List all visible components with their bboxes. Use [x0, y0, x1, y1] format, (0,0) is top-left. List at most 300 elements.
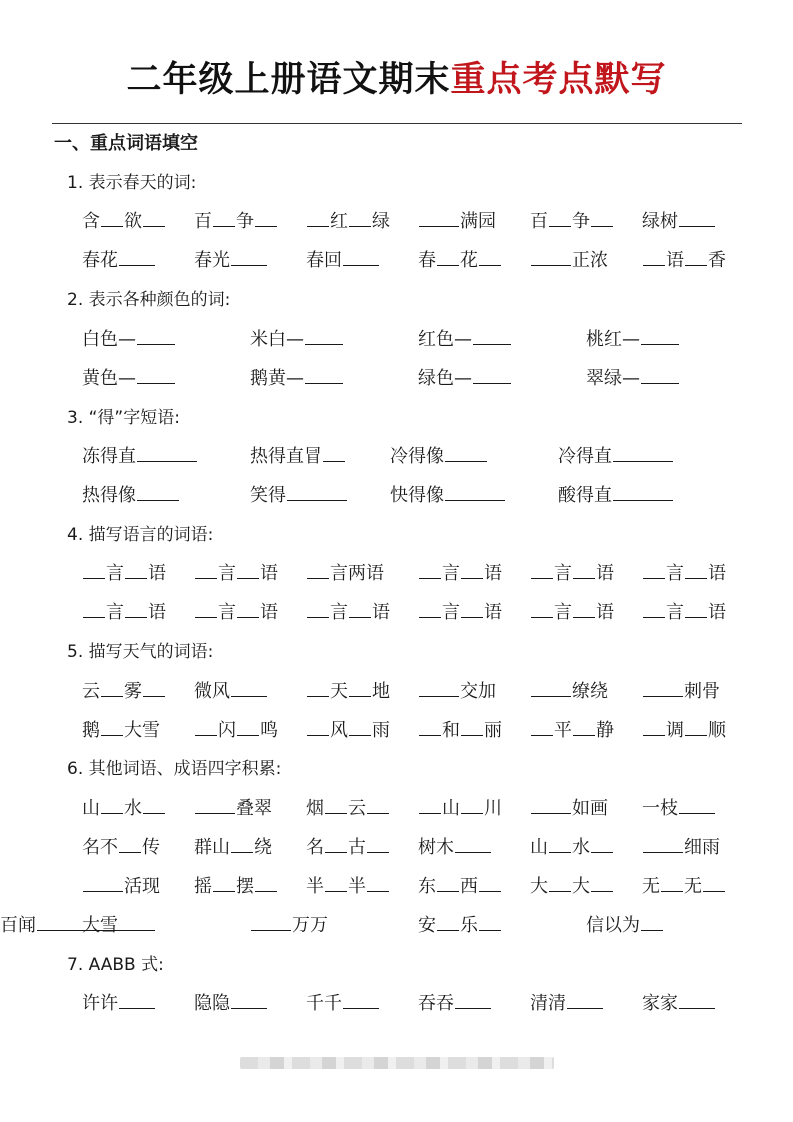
fill-in-blank[interactable] — [307, 678, 329, 697]
fill-in-blank[interactable] — [325, 795, 347, 814]
question-label: 6. 其他词语、成语四字积累: — [67, 759, 282, 779]
fill-in-blank[interactable] — [643, 834, 683, 853]
fill-in-blank[interactable] — [567, 990, 603, 1009]
item-text: 冷得像 — [390, 446, 444, 467]
fill-in-blank[interactable] — [251, 912, 291, 931]
exercise-item — [418, 560, 502, 588]
fill-in-blank[interactable] — [349, 717, 371, 736]
item-text: 热得直冒 — [250, 446, 322, 467]
exercise-item — [530, 990, 604, 1018]
fill-in-blank[interactable] — [255, 873, 277, 892]
fill-in-blank[interactable] — [549, 873, 571, 892]
fill-in-blank[interactable] — [531, 247, 571, 266]
item-text: 花 — [460, 250, 478, 271]
exercise-row — [0, 678, 793, 706]
exercise-item — [418, 912, 502, 940]
exercise-item — [82, 990, 156, 1018]
fill-in-blank[interactable] — [37, 912, 123, 931]
item-text: 半 — [306, 876, 324, 897]
item-text: 语 — [708, 563, 726, 584]
fill-in-blank[interactable] — [125, 599, 147, 618]
exercise-item — [530, 717, 614, 745]
item-text: 天 — [330, 681, 348, 702]
exercise-item — [586, 326, 680, 354]
exercise-item — [306, 560, 384, 588]
fill-in-blank[interactable] — [591, 208, 613, 227]
exercise-item — [530, 560, 614, 588]
item-text: 争 — [236, 211, 254, 232]
exercise-item — [82, 560, 166, 588]
fill-in-blank[interactable] — [703, 873, 725, 892]
item-text: 语 — [260, 563, 278, 584]
exercise-row — [0, 560, 793, 588]
exercise-item — [82, 247, 156, 275]
fill-in-blank[interactable] — [479, 873, 501, 892]
item-text: 鸣 — [260, 720, 278, 741]
fill-in-blank[interactable] — [307, 717, 329, 736]
fill-in-blank[interactable] — [325, 834, 347, 853]
fill-in-blank[interactable] — [641, 326, 679, 345]
exercise-item — [418, 365, 512, 393]
item-text: 绿树 — [642, 211, 678, 232]
exercise-item — [250, 365, 344, 393]
item-text: 乐 — [460, 915, 478, 936]
item-text: 古 — [348, 837, 366, 858]
fill-in-blank[interactable] — [231, 990, 267, 1009]
fill-in-blank[interactable] — [367, 873, 389, 892]
item-text: 大 — [572, 876, 590, 897]
fill-in-blank[interactable] — [307, 208, 329, 227]
fill-in-blank[interactable] — [83, 560, 105, 579]
item-text: 信以为 — [586, 915, 640, 936]
exercise-item — [82, 208, 166, 236]
exercise-row — [0, 365, 793, 393]
item-text: 树木 — [418, 837, 454, 858]
fill-in-blank[interactable] — [119, 247, 155, 266]
fill-in-blank[interactable] — [573, 717, 595, 736]
fill-in-blank[interactable] — [461, 560, 483, 579]
item-text: 言 — [666, 563, 684, 584]
exercise-item — [418, 795, 502, 823]
fill-in-blank[interactable] — [367, 834, 389, 853]
item-text: 百 — [530, 211, 548, 232]
fill-in-blank[interactable] — [419, 599, 441, 618]
item-text: 言 — [442, 602, 460, 623]
item-text: 鹅 — [82, 720, 100, 741]
exercise-item — [82, 365, 176, 393]
exercise-item — [642, 560, 726, 588]
fill-in-blank[interactable] — [461, 795, 483, 814]
item-text: 水 — [572, 837, 590, 858]
exercise-item — [530, 208, 614, 236]
fill-in-blank[interactable] — [231, 834, 253, 853]
item-text: 名不 — [82, 837, 118, 858]
fill-in-blank[interactable] — [455, 834, 491, 853]
fill-in-blank[interactable] — [643, 678, 683, 697]
exercise-item — [530, 795, 608, 823]
exercise-item — [306, 795, 390, 823]
fill-in-blank[interactable] — [479, 912, 501, 931]
item-text: 刺骨 — [684, 681, 720, 702]
item-text: 摆 — [236, 876, 254, 897]
item-text: 家家 — [642, 993, 678, 1014]
footer-watermark — [240, 1057, 554, 1069]
exercise-item — [306, 678, 390, 706]
fill-in-blank[interactable] — [349, 599, 371, 618]
item-text: 热得像 — [82, 485, 136, 506]
exercise-item — [418, 208, 496, 236]
exercise-item — [194, 599, 278, 627]
fill-in-blank[interactable] — [643, 560, 665, 579]
exercise-item — [82, 482, 180, 510]
exercise-item — [306, 599, 390, 627]
item-text: 安 — [418, 915, 436, 936]
fill-in-blank[interactable] — [305, 326, 343, 345]
exercise-row — [0, 717, 793, 745]
fill-in-blank[interactable] — [479, 247, 501, 266]
item-text: 语 — [148, 563, 166, 584]
exercise-row — [0, 482, 793, 510]
fill-in-blank[interactable] — [325, 873, 347, 892]
exercise-item — [250, 482, 348, 510]
item-text: 平 — [554, 720, 572, 741]
exercise-item — [418, 678, 496, 706]
exercise-item — [82, 326, 176, 354]
fill-in-blank[interactable] — [685, 599, 707, 618]
item-text: 快得像 — [390, 485, 444, 506]
item-text: 叠翠 — [236, 798, 272, 819]
fill-in-blank[interactable] — [119, 912, 155, 931]
fill-in-blank[interactable] — [613, 443, 673, 462]
fill-in-blank[interactable] — [573, 599, 595, 618]
exercise-item — [82, 795, 166, 823]
exercise-item — [418, 326, 512, 354]
exercise-row — [0, 795, 793, 823]
exercise-item — [306, 873, 390, 901]
exercise-item — [82, 599, 166, 627]
fill-in-blank[interactable] — [101, 795, 123, 814]
exercise-item — [194, 795, 272, 823]
fill-in-blank[interactable] — [473, 326, 511, 345]
exercise-row — [0, 912, 793, 940]
item-text: 大雪 — [124, 720, 160, 741]
item-text: 言 — [218, 602, 236, 623]
item-text: 语 — [260, 602, 278, 623]
item-text: 大雪 — [82, 915, 118, 936]
exercise-item — [194, 208, 278, 236]
item-text: 隐隐 — [194, 993, 230, 1014]
fill-in-blank[interactable] — [531, 599, 553, 618]
fill-in-blank[interactable] — [419, 208, 459, 227]
fill-in-blank[interactable] — [349, 208, 371, 227]
item-text: 半 — [348, 876, 366, 897]
fill-in-blank[interactable] — [101, 208, 123, 227]
item-text: 东 — [418, 876, 436, 897]
fill-in-blank[interactable] — [531, 560, 553, 579]
fill-in-blank[interactable] — [591, 873, 613, 892]
exercise-item — [642, 599, 726, 627]
fill-in-blank[interactable] — [573, 560, 595, 579]
question-label: 7. AABB 式: — [67, 955, 164, 975]
item-text: 翠绿— — [586, 368, 640, 389]
exercise-item — [82, 443, 198, 471]
item-text: 绿 — [372, 211, 390, 232]
fill-in-blank[interactable] — [531, 795, 571, 814]
item-text: 山 — [530, 837, 548, 858]
fill-in-blank[interactable] — [641, 365, 679, 384]
exercise-item — [418, 599, 502, 627]
exercise-item — [586, 365, 680, 393]
item-text: 川 — [484, 798, 502, 819]
item-text: 冷得直 — [558, 446, 612, 467]
fill-in-blank[interactable] — [119, 834, 141, 853]
item-text: 如画 — [572, 798, 608, 819]
fill-in-blank[interactable] — [437, 247, 459, 266]
item-text: 万万 — [292, 915, 328, 936]
item-text: 白色— — [82, 329, 136, 350]
fill-in-blank[interactable] — [643, 247, 665, 266]
item-text: 一枝 — [642, 798, 678, 819]
fill-in-blank[interactable] — [549, 208, 571, 227]
fill-in-blank[interactable] — [531, 678, 571, 697]
fill-in-blank[interactable] — [685, 560, 707, 579]
fill-in-blank[interactable] — [367, 795, 389, 814]
fill-in-blank[interactable] — [195, 599, 217, 618]
fill-in-blank[interactable] — [613, 482, 673, 501]
item-text: 争 — [572, 211, 590, 232]
fill-in-blank[interactable] — [137, 443, 197, 462]
fill-in-blank[interactable] — [461, 717, 483, 736]
item-text: 满园 — [460, 211, 496, 232]
item-text: 雨 — [372, 720, 390, 741]
fill-in-blank[interactable] — [237, 599, 259, 618]
fill-in-blank[interactable] — [83, 873, 123, 892]
item-text: 水 — [124, 798, 142, 819]
fill-in-blank[interactable] — [445, 443, 487, 462]
fill-in-blank[interactable] — [231, 247, 267, 266]
fill-in-blank[interactable] — [419, 795, 441, 814]
fill-in-blank[interactable] — [143, 208, 165, 227]
item-text: 鹅黄— — [250, 368, 304, 389]
item-text: 绿色— — [418, 368, 472, 389]
exercise-item — [642, 717, 726, 745]
exercise-item — [530, 599, 614, 627]
item-text: 言 — [666, 602, 684, 623]
fill-in-blank[interactable] — [679, 795, 715, 814]
exercise-item — [194, 247, 268, 275]
fill-in-blank[interactable] — [437, 873, 459, 892]
item-text: 大 — [530, 876, 548, 897]
fill-in-blank[interactable] — [643, 599, 665, 618]
exercise-item — [642, 990, 716, 1018]
fill-in-blank[interactable] — [231, 678, 267, 697]
exercise-item — [194, 678, 268, 706]
item-text: 许许 — [82, 993, 118, 1014]
exercise-item — [642, 247, 726, 275]
item-text: 无 — [684, 876, 702, 897]
item-text: 语 — [148, 602, 166, 623]
exercise-item — [418, 247, 502, 275]
fill-in-blank[interactable] — [685, 247, 707, 266]
item-text: 百闻 — [0, 915, 36, 936]
item-text: 传 — [142, 837, 160, 858]
item-text: 言 — [442, 563, 460, 584]
fill-in-blank[interactable] — [195, 560, 217, 579]
page-title-main: 二年级上册语文期末 — [126, 60, 451, 100]
exercise-item — [194, 873, 278, 901]
exercise-item — [586, 912, 664, 940]
fill-in-blank[interactable] — [125, 560, 147, 579]
item-text: 言 — [330, 602, 348, 623]
fill-in-blank[interactable] — [473, 365, 511, 384]
exercise-item — [642, 795, 716, 823]
item-text: 言 — [106, 563, 124, 584]
item-text: 摇 — [194, 876, 212, 897]
fill-in-blank[interactable] — [349, 678, 371, 697]
fill-in-blank[interactable] — [643, 717, 665, 736]
fill-in-blank[interactable] — [343, 247, 379, 266]
item-text: 香 — [708, 250, 726, 271]
fill-in-blank[interactable] — [143, 795, 165, 814]
item-text: 欲 — [124, 211, 142, 232]
item-text: 言 — [106, 602, 124, 623]
fill-in-blank[interactable] — [685, 717, 707, 736]
question-label: 1. 表示春天的词: — [67, 173, 197, 193]
item-text: 米白— — [250, 329, 304, 350]
fill-in-blank[interactable] — [531, 717, 553, 736]
item-text: 静 — [596, 720, 614, 741]
exercise-item — [642, 873, 726, 901]
exercise-item — [82, 834, 160, 862]
exercise-item — [642, 834, 720, 862]
exercise-item — [194, 990, 268, 1018]
fill-in-blank[interactable] — [195, 717, 217, 736]
item-text: 语 — [484, 602, 502, 623]
fill-in-blank[interactable] — [445, 482, 505, 501]
item-text: 笑得 — [250, 485, 286, 506]
item-text: 微风 — [194, 681, 230, 702]
item-text: 缭绕 — [572, 681, 608, 702]
fill-in-blank[interactable] — [679, 990, 715, 1009]
exercise-item — [306, 247, 380, 275]
item-text: 绕 — [254, 837, 272, 858]
fill-in-blank[interactable] — [641, 912, 663, 931]
fill-in-blank[interactable] — [437, 912, 459, 931]
item-text: 无 — [642, 876, 660, 897]
fill-in-blank[interactable] — [323, 443, 345, 462]
fill-in-blank[interactable] — [591, 834, 613, 853]
item-text: 春花 — [82, 250, 118, 271]
exercise-item — [530, 678, 608, 706]
fill-in-blank[interactable] — [419, 678, 459, 697]
item-text: 吞吞 — [418, 993, 454, 1014]
fill-in-blank[interactable] — [419, 560, 441, 579]
fill-in-blank[interactable] — [101, 678, 123, 697]
fill-in-blank[interactable] — [83, 599, 105, 618]
exercise-item — [82, 873, 160, 901]
item-text: 红色— — [418, 329, 472, 350]
title-divider — [52, 123, 742, 124]
item-text: 云 — [82, 681, 100, 702]
exercise-item — [194, 560, 278, 588]
fill-in-blank[interactable] — [419, 717, 441, 736]
item-text: 烟 — [306, 798, 324, 819]
question-label: 3. “得”字短语: — [67, 408, 180, 428]
exercise-item — [306, 834, 390, 862]
item-text: 名 — [306, 837, 324, 858]
fill-in-blank[interactable] — [307, 599, 329, 618]
item-text: 丽 — [484, 720, 502, 741]
exercise-item — [194, 834, 272, 862]
item-text: 语 — [484, 563, 502, 584]
fill-in-blank[interactable] — [195, 795, 235, 814]
item-text: 含 — [82, 211, 100, 232]
item-text: 酸得直 — [558, 485, 612, 506]
fill-in-blank[interactable] — [679, 208, 715, 227]
item-text: 春光 — [194, 250, 230, 271]
exercise-item — [530, 873, 614, 901]
fill-in-blank[interactable] — [455, 990, 491, 1009]
exercise-row — [0, 834, 793, 862]
item-text: 语 — [596, 602, 614, 623]
item-text: 顺 — [708, 720, 726, 741]
exercise-row — [0, 247, 793, 275]
item-text: 清清 — [530, 993, 566, 1014]
item-text: 语 — [666, 250, 684, 271]
fill-in-blank[interactable] — [237, 560, 259, 579]
item-text: 闪 — [218, 720, 236, 741]
fill-in-blank[interactable] — [237, 717, 259, 736]
item-text: 语 — [596, 563, 614, 584]
exercise-row — [0, 599, 793, 627]
item-text: 春 — [418, 250, 436, 271]
fill-in-blank[interactable] — [101, 717, 123, 736]
item-text: 和 — [442, 720, 460, 741]
exercise-item — [390, 482, 506, 510]
item-text: 红 — [330, 211, 348, 232]
exercise-item — [558, 443, 674, 471]
fill-in-blank[interactable] — [549, 834, 571, 853]
item-text: 黄色— — [82, 368, 136, 389]
item-text: 言 — [218, 563, 236, 584]
fill-in-blank[interactable] — [137, 326, 175, 345]
section-heading: 一、重点词语填空 — [54, 133, 198, 154]
fill-in-blank[interactable] — [287, 482, 347, 501]
fill-in-blank[interactable] — [119, 990, 155, 1009]
fill-in-blank[interactable] — [213, 873, 235, 892]
exercise-item — [194, 717, 278, 745]
fill-in-blank[interactable] — [143, 678, 165, 697]
fill-in-blank[interactable] — [137, 482, 179, 501]
item-text: 山 — [442, 798, 460, 819]
fill-in-blank[interactable] — [307, 560, 329, 579]
fill-in-blank[interactable] — [461, 599, 483, 618]
item-text: 地 — [372, 681, 390, 702]
exercise-item — [530, 834, 614, 862]
fill-in-blank[interactable] — [343, 990, 379, 1009]
question-label: 4. 描写语言的词语: — [67, 525, 214, 545]
exercise-item — [530, 247, 608, 275]
item-text: 调 — [666, 720, 684, 741]
exercise-item — [418, 990, 492, 1018]
fill-in-blank[interactable] — [255, 208, 277, 227]
fill-in-blank[interactable] — [137, 365, 175, 384]
item-text: 言 — [554, 602, 572, 623]
fill-in-blank[interactable] — [213, 208, 235, 227]
fill-in-blank[interactable] — [661, 873, 683, 892]
item-text: 雾 — [124, 681, 142, 702]
fill-in-blank[interactable] — [305, 365, 343, 384]
